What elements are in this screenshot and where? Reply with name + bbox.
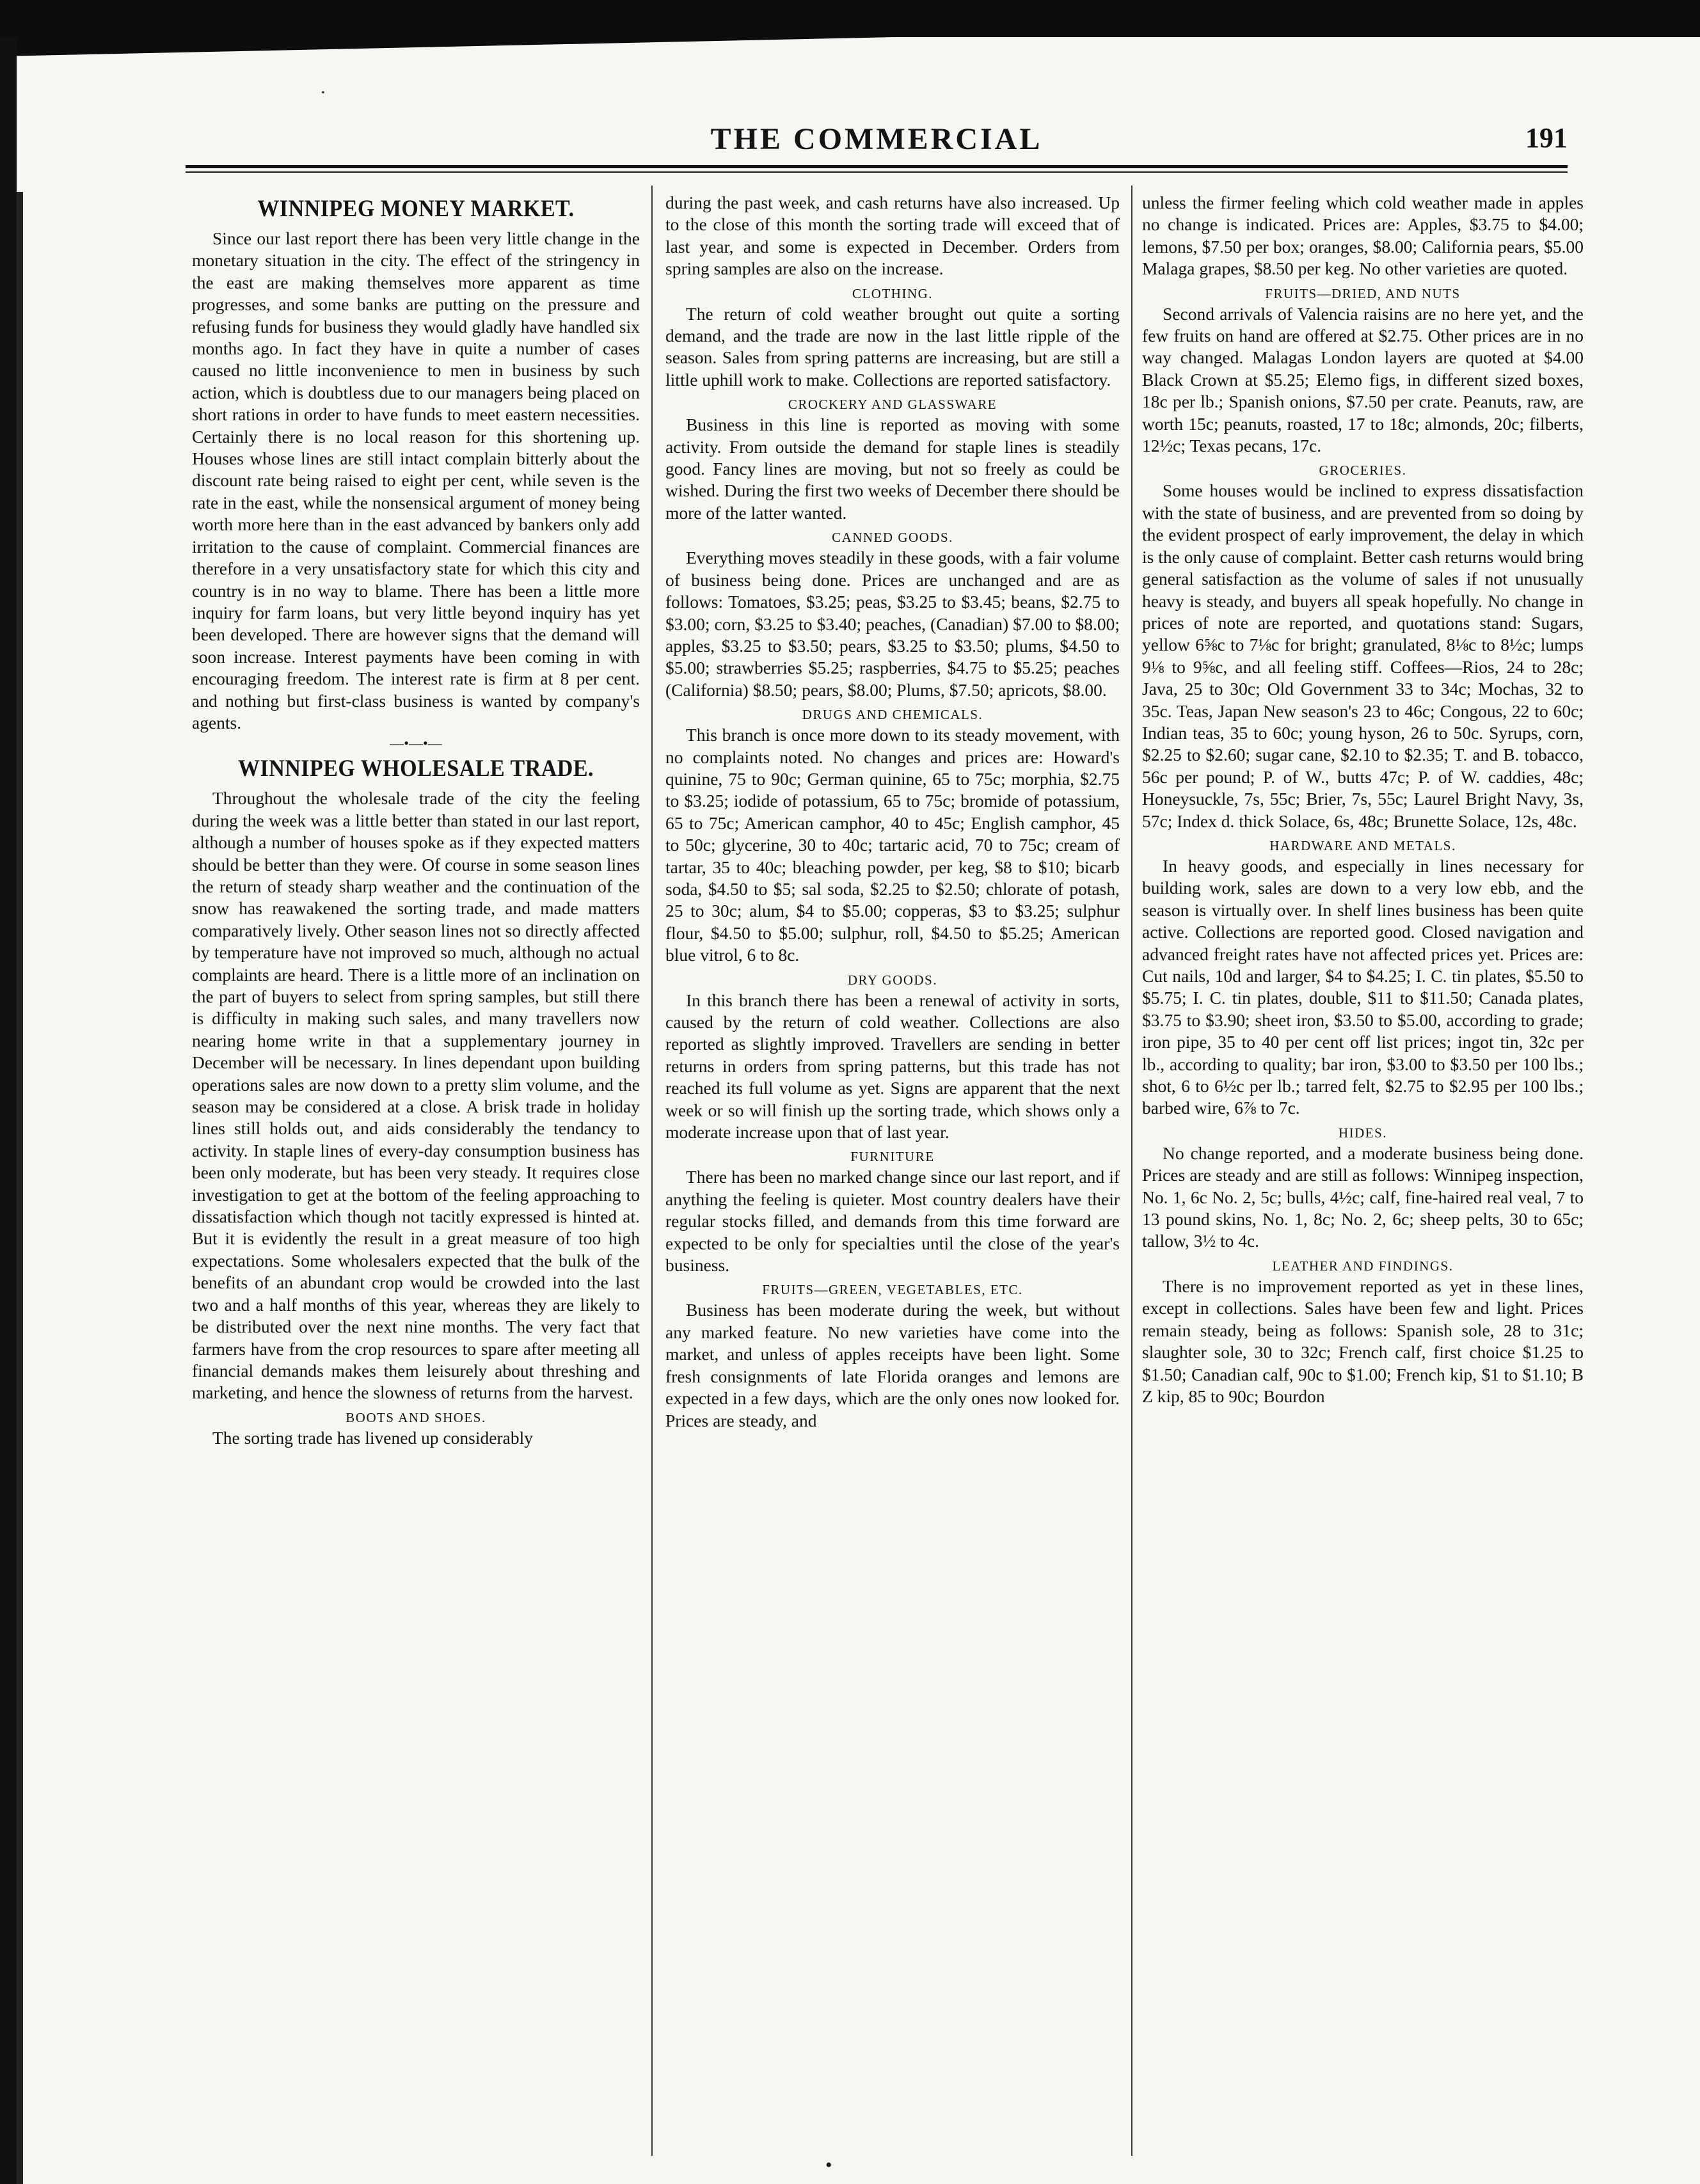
article-furniture: There has been no marked change since our last report, and if anything the feeling is quieter. Most country dealers have their regular stocks filled, and demands from this time forward are expected to be only for specialties until the close of the year's business.	[665, 1167, 1120, 1276]
article-drugs: This branch is once more down to its steady movement, with no complaints noted. No changes and prices are: Howard's quinine, 75 to 90c; German quinine, 65 to 75c; morphia, $2.75 to $3.25; iodide of potassium, 65 to 75c; bromide of potassium, 65 to 75c; American camphor, 40 to 45c; English camphor, 45 to 50c; glycerine, 30 to 40c; tartaric acid, 70 to 75c; cream of tartar, 35 to 40c; bleaching powder, per keg, $8 to $10; bicarb soda, $4.50 to $5; sal soda, $2.25 to $2.50; chlorate of potash, 25 to 30c; alum, $4 to $5.00; copperas, $3 to $3.25; sulphur flour, $4.50 to $5.00; sulphur, roll, $4.50 to $5.25; American blue vitrol, 6 to 8c.	[665, 725, 1120, 965]
heading-leather: LEATHER AND FINDINGS.	[1272, 1258, 1454, 1274]
scan-left-shadow	[17, 192, 23, 2184]
heading-hardware: HARDWARE AND METALS.	[1269, 837, 1456, 853]
section-ornament: —•—•—	[390, 735, 442, 752]
heading-fruits-dried: FRUITS—DRIED, AND NUTS	[1265, 285, 1461, 301]
scan-top-border	[0, 0, 1700, 37]
article-groceries: Some houses would be inclined to express dissatisfaction with the state of business, and are prevented from so doing by the evident prospect of early improvement, the delay in which is the only cause of complaint. Better cash returns would bring general satisfaction as the volume of sales if not unusually heavy is steady, and buyers all speak hopefully. No change in prices of note are reported, and quotations stand: Sugars, yellow 6⅝c to 7⅛c for bright; granulated, 8⅛c to 8½c; lumps 9⅛ to 9⅝c, and all feeling stiff. Coffees—Rios, 24 to 28c; Java, 25 to 30c; Old Government 33 to 34c; Mochas, 32 to 35c. Teas, Japan New season's 23 to 46c; Congous, 22 to 60c; Indian teas, 35 to 60c; young hyson, 26 to 50c. Syrups, corn, $2.25 to $2.60; sugar cane, $2.10 to $2.35; T. and B. tobacco, 56c per pound; P. of W., butts 47c; P. of W. caddies, 48c; Honeysuckle, 7s, 55c; Brier, 7s, 55c; Laurel Bright Navy, 3s, 57c; Index d. thick Solace, 6s, 48c; Brunette Solace, 12s, 48c.	[1142, 480, 1584, 831]
heading-fruits-green: FRUITS—GREEN, VEGETABLES, ETC.	[762, 1282, 1023, 1298]
scan-left-border	[0, 37, 17, 2184]
article-fruits-dried: Second arrivals of Valencia raisins are no here yet, and the few fruits on hand are offered at $2.75. Other prices are in no way changed. Malagas London layers are quoted at $4.00 Black Crown at $5.25; Elemo figs, in different sized boxes, 18c per lb.; Spanish onions, $7.50 per crate. Peanuts, raw, are worth 15c; peanuts, roasted, 17 to 18c; almonds, 20c; filberts, 12½c; Texas pecans, 17c.	[1142, 303, 1584, 456]
header-rule-thick	[186, 165, 1568, 168]
heading-money-market: WINNIPEG MONEY MARKET.	[257, 196, 575, 222]
column-3	[1142, 192, 1584, 2156]
page-header	[186, 122, 1568, 166]
scan-speck: ·	[320, 82, 326, 103]
masthead: THE COMMERCIAL	[710, 122, 1043, 156]
article-clothing: The return of cold weather brought out quite a sorting demand, and the trade are now in the last little ripple of the season. Sales from spring patterns are increasing, but are still a little uphill work to make. Collections are reported satisfactory.	[665, 303, 1120, 390]
scan-speck: •	[825, 2155, 832, 2176]
article-hides: No change reported, and a moderate business being done. Prices are steady and are still as follows: Winnipeg inspection, No. 1, 6c No. 2, 5c; bulls, 4½c; calf, fine-haired real veal, 7 to 13 pound skins, No. 1, 8c; No. 2, 6c; sheep pelts, 30 to 65c; tallow, 3½ to 4c.	[1142, 1143, 1584, 1251]
scan-top-border-taper	[0, 37, 896, 56]
heading-crockery: CROCKERY AND GLASSWARE	[788, 397, 997, 413]
heading-boots-shoes: BOOTS AND SHOES.	[346, 1409, 486, 1425]
page-number: 191	[1525, 122, 1568, 154]
header-rule-thin	[186, 171, 1568, 173]
heading-groceries: GROCERIES.	[1319, 463, 1407, 479]
column-1	[192, 192, 640, 2156]
article-hardware: In heavy goods, and especially in lines necessary for building work, sales are down to a very low ebb, and the season is virtually over. In shelf lines business has been quite active. Collections are reported good. Closed navigation and advanced freight rates have not affected prices yet. Prices are: Cut nails, 10d and larger, $4 to $4.25; I. C. tin plates, $5.50 to $5.75; I. C. tin plates, double, $11 to $11.50; Canada plates, $3.75 to $3.90; sheet iron, $3.50 to $5.00, according to grade; iron pipe, 35 to 40 per cent off list prices; ingot tin, 32c per lb., according to quality; bar iron, $3.00 to $3.50 per 100 lbs.; shot, 6 to 6½c per lb.; tarred felt, $2.75 to $2.95 per 100 lbs.; barbed wire, 6⅞ to 7c.	[1142, 855, 1584, 1118]
article-fruits-green: Business has been moderate during the week, but without any marked feature. No new varieties have come into the market, and unless of apples receipts have been light. Some fresh consignments of late Florida oranges and lemons are expected in a few days, which are the only ones now looked for. Prices are steady, and	[665, 1300, 1120, 1430]
article-boots-shoes: The sorting trade has livened up considerably	[212, 1427, 533, 1448]
article-wholesale-trade: Throughout the wholesale trade of the city the feeling during the week was a little better than stated in our last report, although a number of houses spoke as if they expected matters should be better than they were. Of course in some season lines the return of steady sharp weather and the continuation of the snow has reawakened the sorting trade, and made matters comparatively lively. Other season lines not so directly affected by temperature have not improved so much, although no actual complaints are heard. There is a little more of an inclination on the part of buyers to select from spring samples, but still there is difficulty in making such sales, and many travellers now nearing home write in that a supplementary journey in December will be necessary. In lines dependant upon building operations sales are now down to a pretty slim volume, and the season may be considered at a close. A brisk trade in holiday lines still holds out, and aids considerably the tendancy to activity. In staple lines of every-day consumption business has been only moderate, but has been very steady. It requires close investigation to get at the bottom of the feeling approaching to dissatisfaction which though not tacitly expressed is hinted at. But it is evidently the result in a great measure of too high expectations. Some wholesalers expected that the bulk of the benefits of an abundant crop would be crowded into the last two and a half months of this year, whereas they are likely to be distributed over the next nine months. The very fact that farmers have from the crop resources to spare after meeting all financial demands makes them leisurely about threshing and marketing, and hence the slowness of returns from the harvest.	[192, 788, 640, 1403]
article-boots-shoes-cont: during the past week, and cash returns have also increased. Up to the close of this month the sorting trade will exceed that of last year, and some is expected in December. Orders from spring samples are also on the increase.	[665, 193, 1120, 279]
heading-furniture: FURNITURE	[850, 1149, 935, 1165]
column-divider-2	[1131, 186, 1132, 2156]
column-divider-1	[651, 186, 653, 2156]
article-money-market: Since our last report there has been very little change in the monetary situation in the city. The effect of the stringency in the east are making themselves more apparent as time progresses, and some banks are putting on the pressure and refusing funds for business they would gladly have handled six months ago. In fact they have in quite a number of cases caused no little inconvenience to men in business by such action, which is doubtless due to our managers being placed on short rations in order to have funds to meet eastern necessities. Certainly there is no local reason for this shortening up. Houses whose lines are still intact complain bitterly about the discount rate being raised to eight per cent, while seven is the rate in the east, while the nonsensical argument of money being worth more here than in the east advanced by bankers only add irritation to the cause of complaint. Commercial finances are therefore in a very unsatisfactory state for which this city and country is in no way to blame. There has been a little more inquiry for farm loans, but very little beyond inquiry has yet been developed. There are however signs that the demand will soon increase. Interest payments have been coming in with encouraging freedom. The interest rate is firm at 8 per cent. and nothing but first-class business is wanted by company's agents.	[192, 228, 640, 732]
heading-canned-goods: CANNED GOODS.	[832, 530, 953, 546]
heading-hides: HIDES.	[1338, 1125, 1388, 1141]
heading-dry-goods: DRY GOODS.	[847, 972, 938, 988]
heading-clothing: CLOTHING.	[852, 285, 933, 301]
article-fruits-green-cont: unless the firmer feeling which cold weather made in apples no change is indicated. Prices are: Apples, $3.75 to $4.00; lemons, $7.50 per box; oranges, $8.00; California pears, $5.00 Malaga grapes, $8.50 per keg. No other varieties are quoted.	[1142, 193, 1584, 279]
article-leather: There is no improvement reported as yet in these lines, except in collections. Sales have been few and light. Prices remain steady, being as follows: Spanish sole, 28 to 31c; slaughter sole, 30 to 32c; French calf, first choice $1.25 to $1.50; Canadian calf, 90c to $1.00; French kip, $1 to $1.10; B Z kip, 85 to 90c; Bourdon	[1142, 1276, 1584, 1406]
article-dry-goods: In this branch there has been a renewal of activity in sorts, caused by the return of cold weather. Collections are also reported as slightly improved. Travellers are sending in better returns in orders from spring patterns, but this trade has not reached its full volume as yet. Signs are apparent that the next week or so will finish up the sorting trade, which shows only a moderate increase upon that of last year.	[665, 990, 1120, 1143]
article-canned-goods: Everything moves steadily in these goods, with a fair volume of business being done. Prices are unchanged and are as follows: Tomatoes, $3.25; peas, $3.25 to $3.45; beans, $2.75 to $3.00; corn, $3.25 to $3.40; peaches, (Canadian) $7.00 to $8.00; apples, $3.25 to $3.50; pears, $3.25 to $3.50; plums, $4.50 to $5.00; strawberries $5.25; raspberries, $4.75 to $5.25; peaches (California) $8.50; pears, $8.00; Plums, $7.50; apricots, $8.00.	[665, 548, 1120, 700]
heading-wholesale-trade: WINNIPEG WHOLESALE TRADE.	[238, 756, 594, 782]
column-2	[665, 192, 1120, 2156]
article-crockery: Business in this line is reported as moving with some activity. From outside the demand for staple lines is steadily good. Fancy lines are moving, but not so freely as could be wished. During the first two weeks of December there should be more of the latter wanted.	[665, 415, 1120, 523]
heading-drugs: DRUGS AND CHEMICALS.	[802, 707, 983, 723]
